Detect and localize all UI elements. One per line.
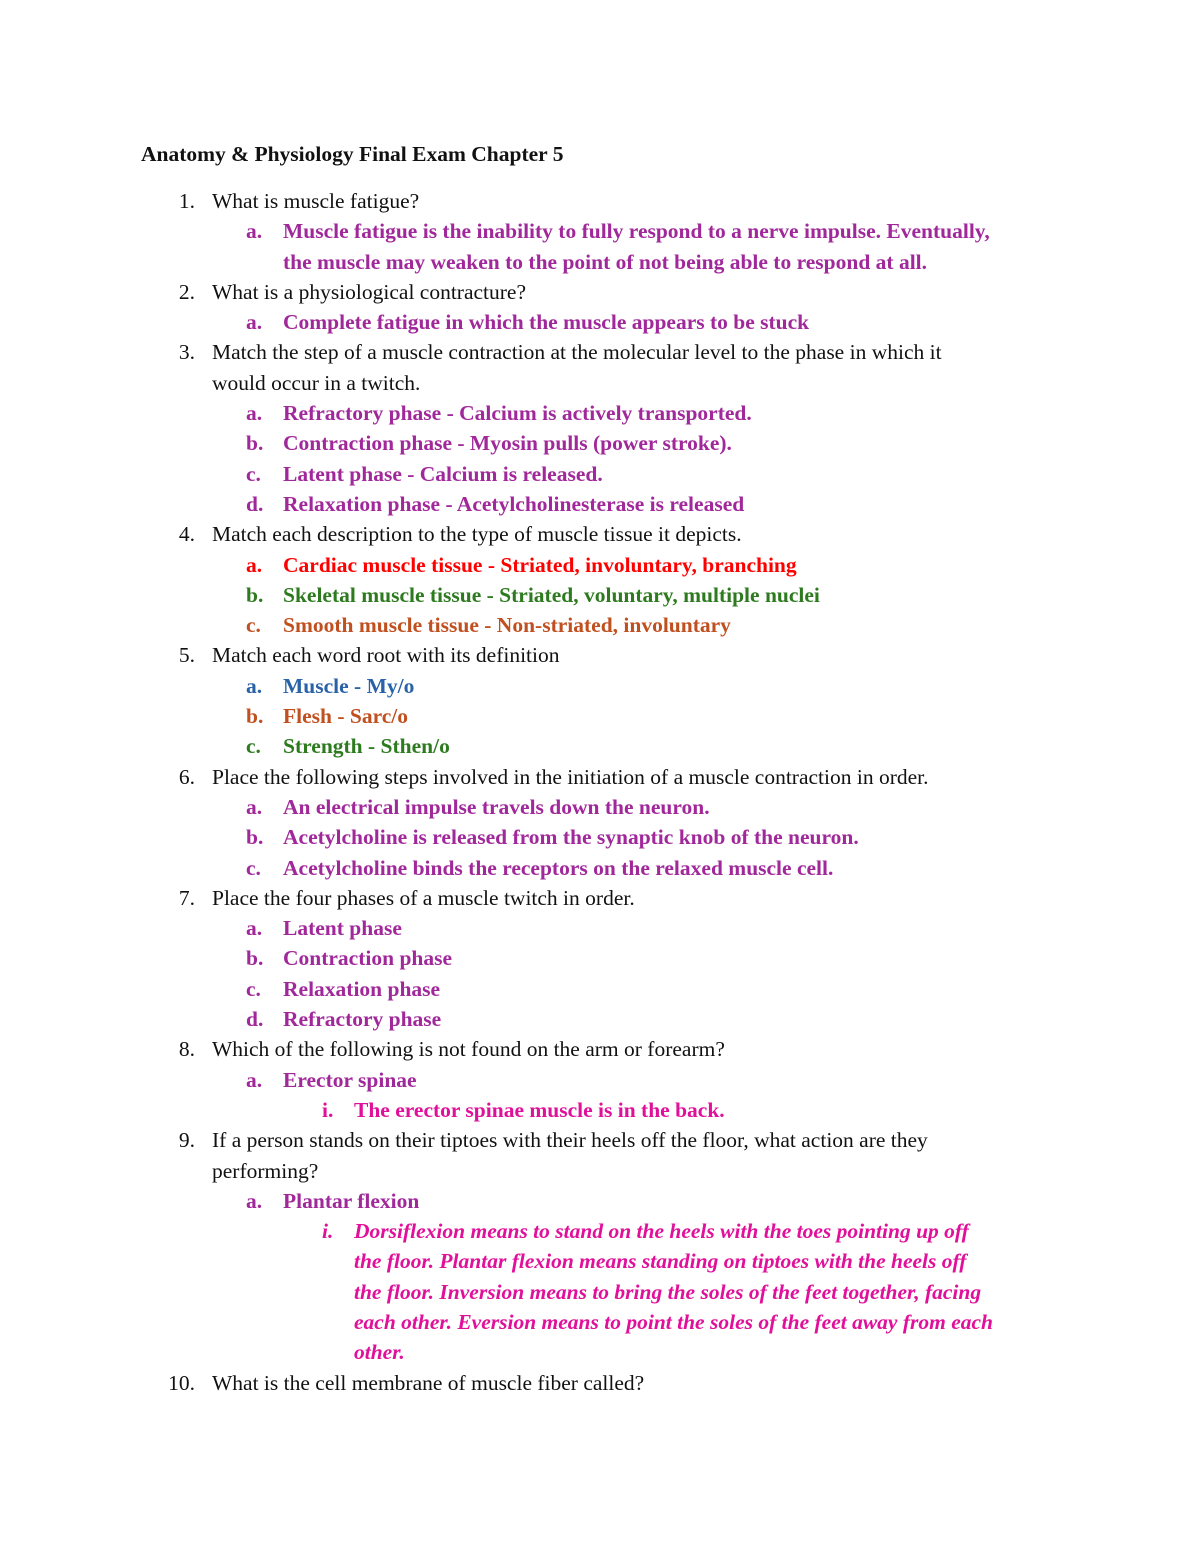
question-item <box>0 519 1200 640</box>
question-text: Match each description to the type of muscle tissue it depicts. <box>212 522 742 547</box>
question-item <box>0 640 1200 761</box>
question-line <box>0 186 1200 216</box>
page-title: Anatomy & Physiology Final Exam Chapter 5 <box>141 142 564 166</box>
question-number: 7. <box>178 885 195 910</box>
sub-answer-text: each other. Eversion means to point the soles of the feet away from each <box>354 1309 994 1334</box>
question-text: If a person stands on their tiptoes with their heels off the floor, what action are they <box>212 1128 928 1153</box>
answer-marker: b. <box>246 431 264 456</box>
sub-answer-line <box>0 1095 1200 1125</box>
question-line <box>0 1125 1200 1155</box>
answer-item <box>0 580 1200 610</box>
answer-line <box>0 610 1200 640</box>
answer-item <box>0 428 1200 458</box>
answer-item <box>0 853 1200 883</box>
answer-item <box>0 822 1200 852</box>
answer-text: Muscle fatigue is the inability to fully respond to a nerve impulse. Eventually, <box>283 219 990 244</box>
question-line <box>0 883 1200 913</box>
answer-line <box>0 550 1200 580</box>
question-item <box>0 277 1200 338</box>
answer-line <box>0 247 1200 277</box>
question-text: Match the step of a muscle contraction at the molecular level to the phase in which it <box>212 340 942 365</box>
answer-marker: c. <box>246 976 261 1001</box>
answer-text: Flesh - Sarc/o <box>283 704 409 729</box>
question-text: What is a physiological contracture? <box>212 279 527 304</box>
question-text: Which of the following is not found on the arm or forearm? <box>212 1037 725 1062</box>
question-number: 3. <box>178 340 195 365</box>
question-item <box>0 883 1200 1034</box>
answer-line <box>0 1004 1200 1034</box>
question-line <box>0 368 1200 398</box>
answer-marker: a. <box>246 1188 263 1213</box>
answer-marker: a. <box>246 310 263 335</box>
answer-line <box>0 1065 1200 1095</box>
sub-answer-text: the floor. Plantar flexion means standing on tiptoes with the heels off <box>354 1249 967 1274</box>
answer-marker: b. <box>246 704 264 729</box>
question-item <box>0 1125 1200 1367</box>
question-line <box>0 1034 1200 1064</box>
question-text: would occur in a twitch. <box>212 370 421 395</box>
question-item <box>0 762 1200 883</box>
question-number: 5. <box>178 643 195 668</box>
answer-line <box>0 459 1200 489</box>
answer-text: Strength - Sthen/o <box>283 734 450 759</box>
answer-item <box>0 943 1200 973</box>
answer-line <box>0 1186 1200 1216</box>
answer-item <box>0 701 1200 731</box>
question-text: Place the following steps involved in the initiation of a muscle contraction in order. <box>212 764 929 789</box>
sub-answer-text: The erector spinae muscle is in the back. <box>354 1097 725 1122</box>
answer-marker: a. <box>246 673 263 698</box>
answer-item <box>0 1065 1200 1126</box>
answer-line <box>0 671 1200 701</box>
answer-item <box>0 398 1200 428</box>
answer-item <box>0 671 1200 701</box>
question-list <box>0 186 1200 1398</box>
sub-answer-text: other. <box>354 1340 405 1365</box>
question-item <box>0 337 1200 519</box>
sub-answer-item <box>0 1095 1200 1125</box>
answer-marker: a. <box>246 219 263 244</box>
sub-answer-line <box>0 1277 1200 1307</box>
answer-marker: d. <box>246 1007 264 1032</box>
answer-marker: c. <box>246 461 261 486</box>
question-number: 4. <box>178 522 195 547</box>
question-text: What is the cell membrane of muscle fiber called? <box>212 1370 645 1395</box>
sub-answer-line <box>0 1307 1200 1337</box>
question-number: 10. <box>168 1370 195 1395</box>
answer-marker: b. <box>246 946 264 971</box>
question-line <box>0 277 1200 307</box>
answer-text: Complete fatigue in which the muscle appears to be stuck <box>283 310 810 335</box>
answer-line <box>0 792 1200 822</box>
question-number: 9. <box>178 1128 195 1153</box>
sub-answer-line <box>0 1246 1200 1276</box>
answer-text: An electrical impulse travels down the neuron. <box>283 794 710 819</box>
sub-answer-text: Dorsiflexion means to stand on the heels with the toes pointing up off <box>354 1219 969 1244</box>
answer-line <box>0 822 1200 852</box>
answer-text: Plantar flexion <box>283 1188 420 1213</box>
answer-item <box>0 1186 1200 1368</box>
answer-item <box>0 489 1200 519</box>
sub-answer-marker: i. <box>322 1219 334 1244</box>
answer-text: Acetylcholine is released from the synaptic knob of the neuron. <box>283 825 859 850</box>
answer-item <box>0 459 1200 489</box>
answer-text: Latent phase - Calcium is released. <box>283 461 603 486</box>
answer-item <box>0 610 1200 640</box>
question-line <box>0 1156 1200 1186</box>
answer-marker: c. <box>246 613 261 638</box>
answer-text: Relaxation phase - Acetylcholinesterase is released <box>283 491 745 516</box>
answer-marker: c. <box>246 855 261 880</box>
sub-answer-item <box>0 1216 1200 1367</box>
answer-text: Refractory phase - Calcium is actively transported. <box>283 401 752 426</box>
question-text: Match each word root with its definition <box>212 643 560 668</box>
answer-marker: b. <box>246 582 264 607</box>
question-item <box>0 186 1200 277</box>
answer-item <box>0 731 1200 761</box>
answer-text: Smooth muscle tissue - Non-striated, involuntary <box>283 613 731 638</box>
answer-item <box>0 550 1200 580</box>
answer-text: the muscle may weaken to the point of not being able to respond at all. <box>283 249 928 274</box>
sub-answer-marker: i. <box>322 1097 334 1122</box>
question-line <box>0 337 1200 367</box>
question-text: Place the four phases of a muscle twitch in order. <box>212 885 635 910</box>
answer-marker: a. <box>246 794 263 819</box>
answer-line <box>0 398 1200 428</box>
answer-marker: c. <box>246 734 261 759</box>
question-line <box>0 1368 1200 1398</box>
question-number: 8. <box>178 1037 195 1062</box>
answer-marker: d. <box>246 491 264 516</box>
sub-answer-line <box>0 1337 1200 1367</box>
answer-line <box>0 731 1200 761</box>
answer-text: Refractory phase <box>283 1007 442 1032</box>
answer-line <box>0 216 1200 246</box>
answer-line <box>0 943 1200 973</box>
answer-text: Latent phase <box>283 916 402 941</box>
question-number: 1. <box>178 189 195 213</box>
question-line <box>0 640 1200 670</box>
answer-item <box>0 307 1200 337</box>
answer-line <box>0 307 1200 337</box>
question-number: 2. <box>178 279 195 304</box>
answer-text: Contraction phase <box>283 946 453 971</box>
answer-line <box>0 853 1200 883</box>
answer-marker: b. <box>246 825 264 850</box>
answer-line <box>0 974 1200 1004</box>
answer-marker: a. <box>246 552 263 577</box>
answer-text: Muscle - My/o <box>283 673 415 698</box>
question-line <box>0 519 1200 549</box>
question-number: 6. <box>178 764 195 789</box>
answer-text: Contraction phase - Myosin pulls (power stroke). <box>283 431 732 456</box>
answer-line <box>0 428 1200 458</box>
answer-text: Relaxation phase <box>283 976 441 1001</box>
answer-marker: a. <box>246 401 263 426</box>
answer-item <box>0 1004 1200 1034</box>
answer-item <box>0 792 1200 822</box>
answer-marker: a. <box>246 916 263 941</box>
answer-text: Skeletal muscle tissue - Striated, voluntary, multiple nuclei <box>283 582 820 607</box>
answer-text: Cardiac muscle tissue - Striated, involuntary, branching <box>283 552 797 577</box>
question-text: performing? <box>212 1158 319 1183</box>
answer-item <box>0 974 1200 1004</box>
answer-item <box>0 913 1200 943</box>
answer-line <box>0 580 1200 610</box>
question-item <box>0 1368 1200 1398</box>
answer-marker: a. <box>246 1067 263 1092</box>
question-text: What is muscle fatigue? <box>212 189 420 213</box>
question-item <box>0 1034 1200 1125</box>
answer-line <box>0 701 1200 731</box>
sub-answer-line <box>0 1216 1200 1246</box>
answer-line <box>0 489 1200 519</box>
answer-text: Acetylcholine binds the receptors on the relaxed muscle cell. <box>283 855 834 880</box>
answer-text: Erector spinae <box>283 1067 417 1092</box>
answer-item <box>0 216 1200 277</box>
sub-answer-text: the floor. Inversion means to bring the soles of the feet together, facing <box>354 1279 982 1304</box>
question-line <box>0 762 1200 792</box>
answer-line <box>0 913 1200 943</box>
